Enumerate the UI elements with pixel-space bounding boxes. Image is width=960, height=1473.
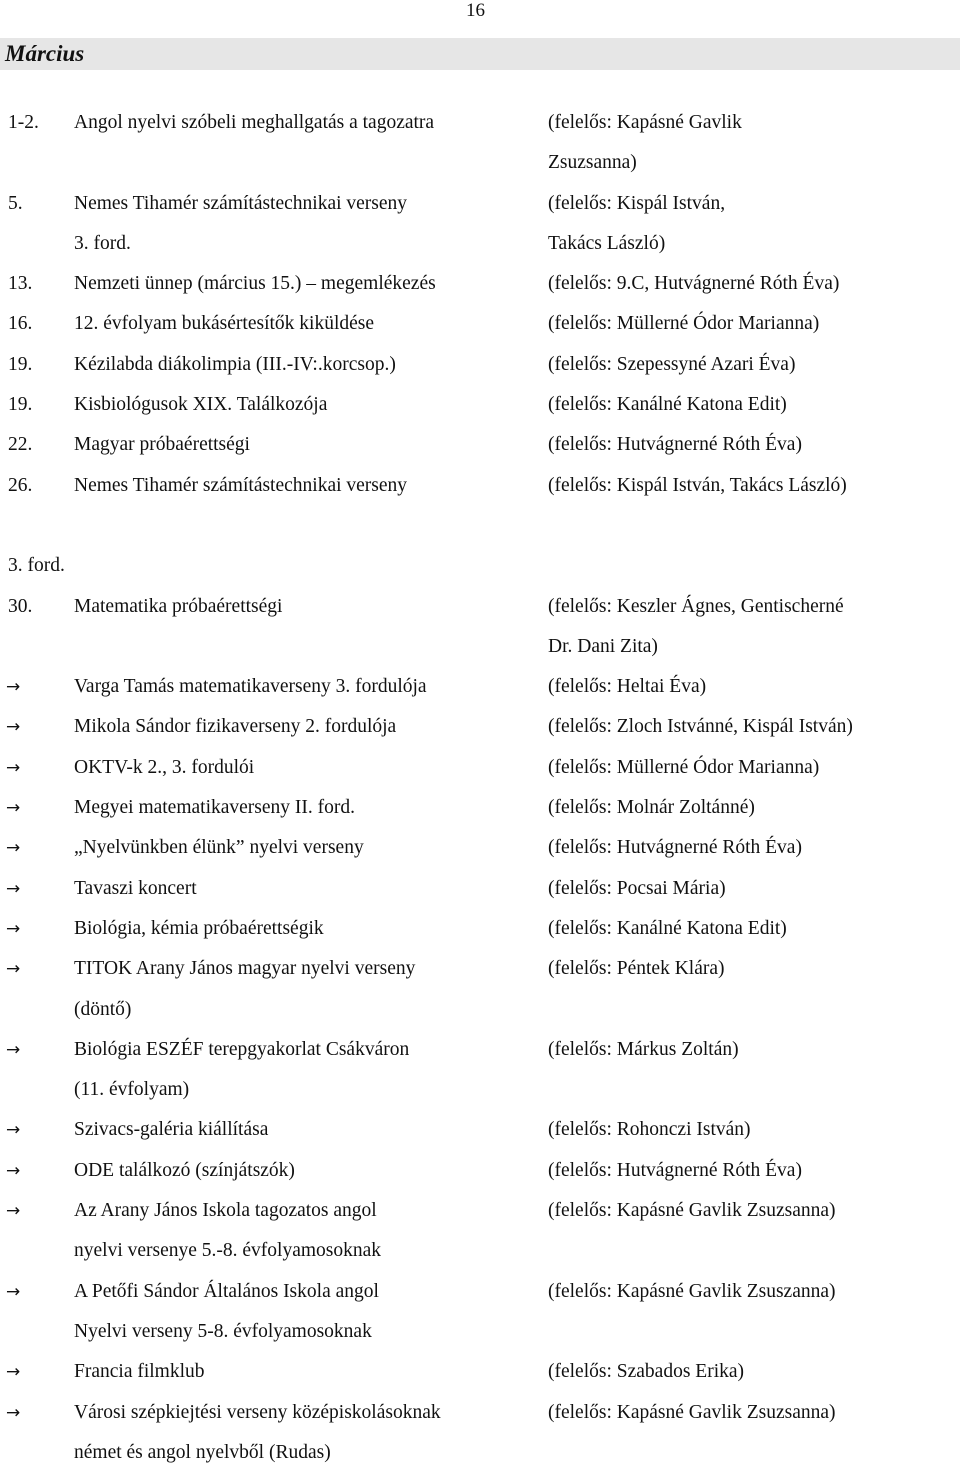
page-number: 16 <box>466 0 485 22</box>
event-responsible: (felelős: Péntek Klára) <box>548 949 725 989</box>
schedule-row <box>0 466 960 547</box>
schedule-row-line <box>0 1393 960 1433</box>
schedule-row-line <box>0 466 960 506</box>
arrow-right-icon: → <box>6 1191 20 1231</box>
event-responsible: (felelős: Zloch Istvánné, Kispál István) <box>548 707 853 747</box>
schedule-row-line <box>0 345 960 385</box>
event-name: TITOK Arany János magyar nyelvi verseny <box>74 949 415 989</box>
schedule-row <box>0 788 960 828</box>
event-responsible: (felelős: Müllerné Ódor Marianna) <box>548 748 819 788</box>
event-date: 22. <box>8 425 32 465</box>
schedule-row <box>0 667 960 707</box>
arrow-right-icon: → <box>6 788 20 828</box>
schedule-row <box>0 304 960 344</box>
event-responsible: (felelős: Szabados Erika) <box>548 1352 744 1392</box>
event-name: Nemes Tihamér számítástechnikai verseny <box>74 184 407 224</box>
schedule-row <box>0 869 960 909</box>
month-header-bar <box>0 38 960 70</box>
schedule-row-line <box>0 143 960 183</box>
schedule-row-line <box>0 1110 960 1150</box>
event-name: Francia filmklub <box>74 1352 205 1392</box>
month-title: Március <box>5 39 84 69</box>
event-responsible: (felelős: Kapásné Gavlik Zsuszanna) <box>548 1272 836 1312</box>
schedule-row <box>0 587 960 668</box>
schedule-row <box>0 1030 960 1111</box>
event-date: 5. <box>8 184 23 224</box>
event-name: Nemes Tihamér számítástechnikai verseny <box>74 466 407 506</box>
event-date: 3. ford. <box>8 546 65 586</box>
event-responsible: (felelős: Pocsai Mária) <box>548 869 726 909</box>
event-responsible: (felelős: Hutvágnerné Róth Éva) <box>548 425 802 465</box>
schedule-row-line <box>0 1030 960 1070</box>
event-responsible: (felelős: Kanálné Katona Edit) <box>548 909 787 949</box>
arrow-right-icon: → <box>6 1151 20 1191</box>
event-name: A Petőfi Sándor Általános Iskola angol <box>74 1272 379 1312</box>
schedule-row-line <box>0 1231 960 1271</box>
event-date: 19. <box>8 345 32 385</box>
schedule-row-line <box>0 264 960 304</box>
schedule-row-line <box>0 828 960 868</box>
event-responsible: (felelős: Kapásné Gavlik Zsuzsanna) <box>548 1393 836 1433</box>
event-name: Mikola Sándor fizikaverseny 2. fordulója <box>74 707 396 747</box>
schedule-row-line <box>0 1151 960 1191</box>
event-responsible: (felelős: Kapásné Gavlik <box>548 103 742 143</box>
schedule-row <box>0 1352 960 1392</box>
schedule-row-line <box>0 103 960 143</box>
schedule-row-line <box>0 869 960 909</box>
event-name: 12. évfolyam bukásértesítők kiküldése <box>74 304 374 344</box>
schedule-row-line <box>0 1352 960 1392</box>
event-name: Nemzeti ünnep (március 15.) – megemlékezés <box>74 264 436 304</box>
arrow-right-icon: → <box>6 667 20 707</box>
schedule-row-line <box>0 304 960 344</box>
schedule-row-line <box>0 385 960 425</box>
event-responsible: (felelős: Hutvágnerné Róth Éva) <box>548 1151 802 1191</box>
event-name: Az Arany János Iskola tagozatos angol <box>74 1191 377 1231</box>
arrow-right-icon: → <box>6 1393 20 1433</box>
schedule-row-line <box>0 546 960 586</box>
schedule-row <box>0 264 960 304</box>
event-date: 1-2. <box>8 103 39 143</box>
schedule-row-line <box>0 909 960 949</box>
schedule-row <box>0 748 960 788</box>
schedule-row-line <box>0 748 960 788</box>
event-date: 13. <box>8 264 32 304</box>
event-responsible: (felelős: 9.C, Hutvágnerné Róth Éva) <box>548 264 839 304</box>
schedule-row-line <box>0 707 960 747</box>
arrow-right-icon: → <box>6 1352 20 1392</box>
arrow-right-icon: → <box>6 1030 20 1070</box>
arrow-right-icon: → <box>6 949 20 989</box>
arrow-right-icon: → <box>6 909 20 949</box>
schedule-row <box>0 546 960 586</box>
event-name: Tavaszi koncert <box>74 869 197 909</box>
event-name: 3. ford. <box>74 224 131 264</box>
schedule-row-line <box>0 788 960 828</box>
event-responsible: Takács László) <box>548 224 665 264</box>
schedule-row-line <box>0 1312 960 1352</box>
event-responsible: (felelős: Márkus Zoltán) <box>548 1030 739 1070</box>
schedule-row <box>0 184 960 265</box>
arrow-right-icon: → <box>6 869 20 909</box>
event-responsible: (felelős: Molnár Zoltánné) <box>548 788 755 828</box>
event-responsible: (felelős: Szepessyné Azari Éva) <box>548 345 795 385</box>
schedule-row <box>0 385 960 425</box>
event-name: Angol nyelvi szóbeli meghallgatás a tagozatra <box>74 103 434 143</box>
event-responsible: (felelős: Heltai Éva) <box>548 667 706 707</box>
event-name: (döntő) <box>74 990 131 1030</box>
event-name: Kisbiológusok XIX. Találkozója <box>74 385 327 425</box>
schedule-row <box>0 707 960 747</box>
schedule-row <box>0 103 960 184</box>
event-responsible: (felelős: Kapásné Gavlik Zsuzsanna) <box>548 1191 836 1231</box>
schedule-row-line <box>0 1070 960 1110</box>
event-responsible: Dr. Dani Zita) <box>548 627 658 667</box>
event-responsible: (felelős: Kispál István, <box>548 184 725 224</box>
event-name: Megyei matematikaverseny II. ford. <box>74 788 355 828</box>
arrow-right-icon: → <box>6 748 20 788</box>
schedule-list <box>0 103 960 1473</box>
event-name: Varga Tamás matematikaverseny 3. fordulója <box>74 667 427 707</box>
event-name: német és angol nyelvből (Rudas) <box>74 1433 331 1473</box>
schedule-row-line <box>0 667 960 707</box>
event-responsible: (felelős: Hutvágnerné Róth Éva) <box>548 828 802 868</box>
schedule-row <box>0 1191 960 1272</box>
event-date: 30. <box>8 587 32 627</box>
arrow-right-icon: → <box>6 707 20 747</box>
event-name: (11. évfolyam) <box>74 1070 189 1110</box>
event-name: OKTV-k 2., 3. fordulói <box>74 748 254 788</box>
schedule-row <box>0 949 960 1030</box>
arrow-right-icon: → <box>6 828 20 868</box>
event-name: Kézilabda diákolimpia (III.-IV:.korcsop.) <box>74 345 396 385</box>
event-responsible: (felelős: Müllerné Ódor Marianna) <box>548 304 819 344</box>
schedule-row-line <box>0 224 960 264</box>
event-name: „Nyelvünkben élünk” nyelvi verseny <box>74 828 364 868</box>
event-name: Szivacs-galéria kiállítása <box>74 1110 268 1150</box>
schedule-row-line <box>0 1433 960 1473</box>
event-responsible: (felelős: Rohonczi István) <box>548 1110 751 1150</box>
event-responsible: (felelős: Kispál István, Takács László) <box>548 466 847 506</box>
event-name: Városi szépkiejtési verseny középiskolásoknak <box>74 1393 441 1433</box>
event-responsible: (felelős: Keszler Ágnes, Gentischerné <box>548 587 844 627</box>
schedule-row <box>0 345 960 385</box>
schedule-row-line <box>0 184 960 224</box>
schedule-row-line <box>0 627 960 667</box>
schedule-row-line <box>0 587 960 627</box>
arrow-right-icon: → <box>6 1110 20 1150</box>
event-date: 16. <box>8 304 32 344</box>
arrow-right-icon: → <box>6 1272 20 1312</box>
event-date: 26. <box>8 466 32 506</box>
schedule-row <box>0 1151 960 1191</box>
schedule-row <box>0 909 960 949</box>
event-name: Nyelvi verseny 5-8. évfolyamosoknak <box>74 1312 372 1352</box>
schedule-row <box>0 1110 960 1150</box>
event-name: Biológia ESZÉF terepgyakorlat Csákváron <box>74 1030 409 1070</box>
schedule-row <box>0 1393 960 1473</box>
event-responsible: Zsuzsanna) <box>548 143 637 183</box>
schedule-row <box>0 1272 960 1353</box>
schedule-row-line <box>0 1191 960 1231</box>
event-name: Biológia, kémia próbaérettségik <box>74 909 324 949</box>
schedule-row-line <box>0 425 960 465</box>
schedule-row-line <box>0 990 960 1030</box>
schedule-row-line <box>0 506 960 546</box>
event-responsible: (felelős: Kanálné Katona Edit) <box>548 385 787 425</box>
event-name: Magyar próbaérettségi <box>74 425 250 465</box>
schedule-row <box>0 425 960 465</box>
schedule-row <box>0 828 960 868</box>
event-date: 19. <box>8 385 32 425</box>
schedule-row-line <box>0 949 960 989</box>
schedule-row-line <box>0 1272 960 1312</box>
event-name: Matematika próbaérettségi <box>74 587 282 627</box>
event-name: nyelvi versenye 5.-8. évfolyamosoknak <box>74 1231 381 1271</box>
event-name: ODE találkozó (színjátszók) <box>74 1151 295 1191</box>
